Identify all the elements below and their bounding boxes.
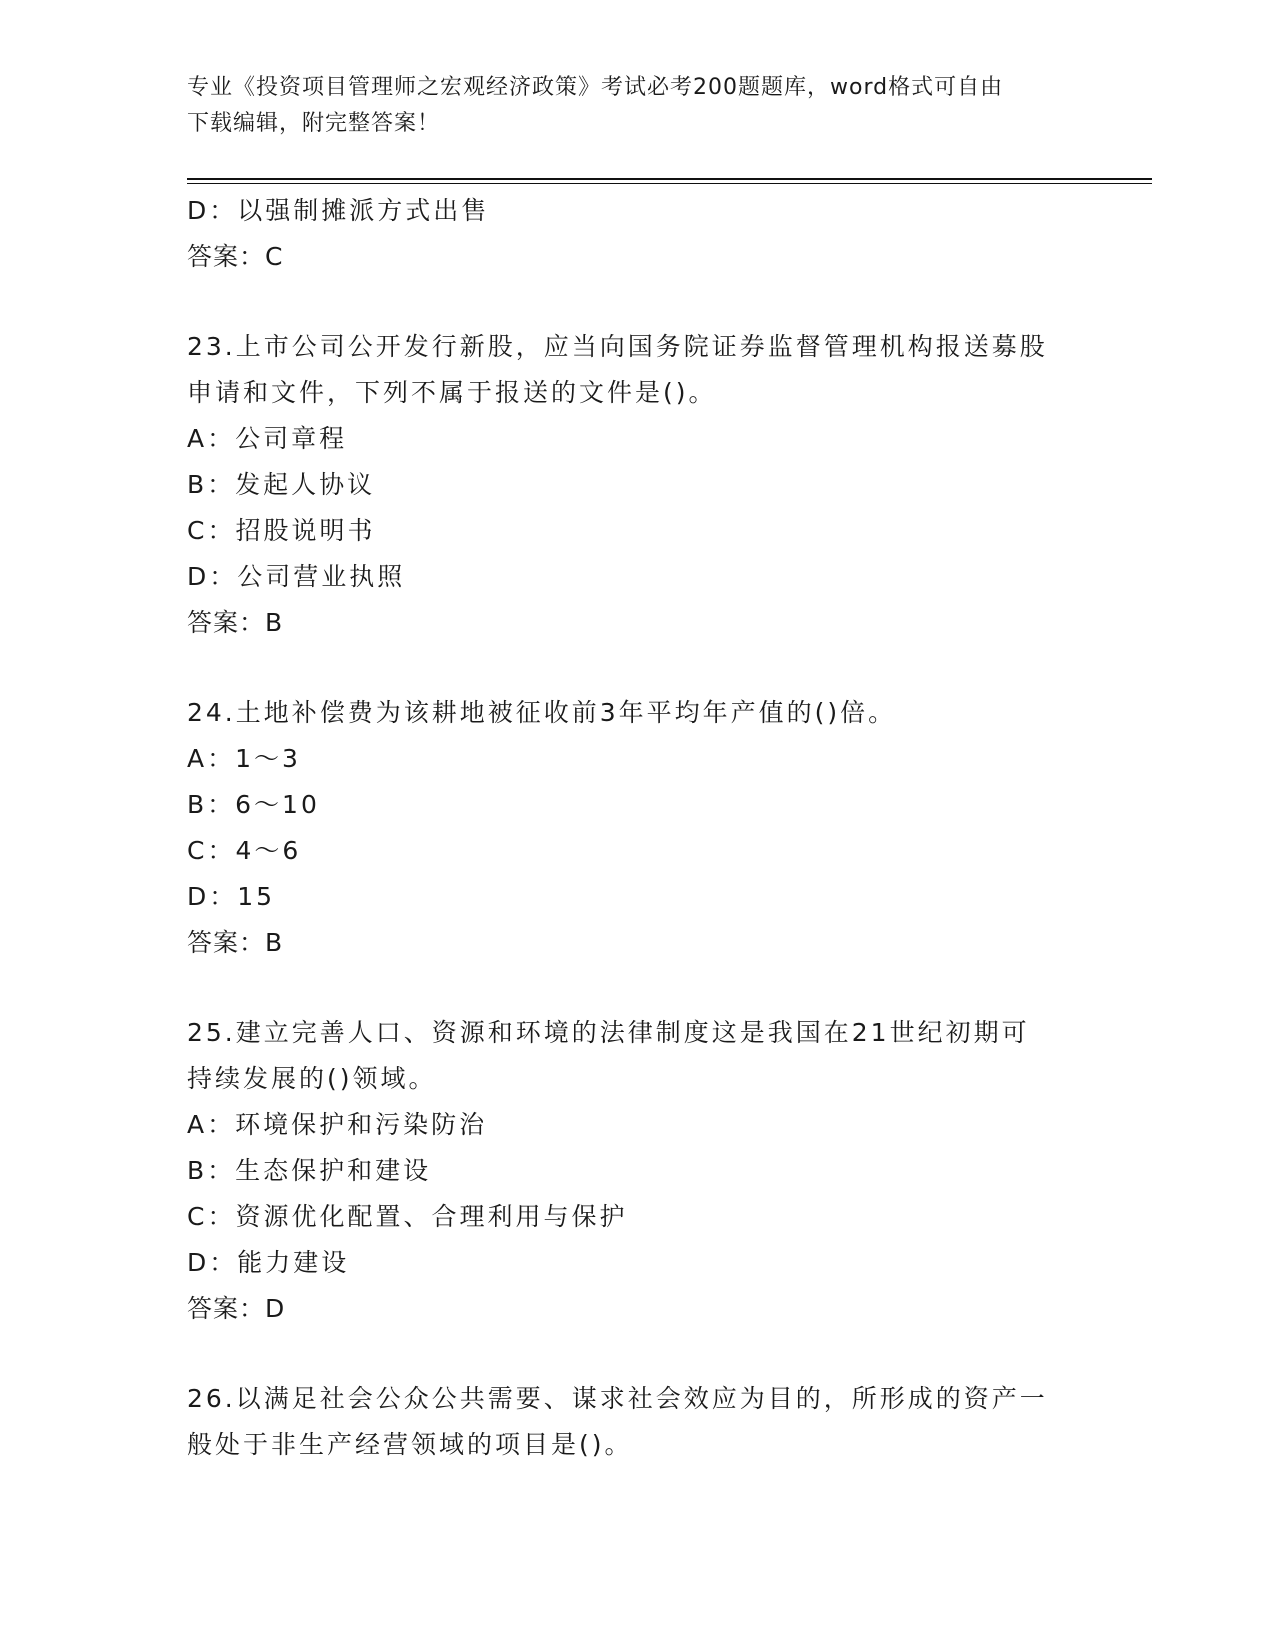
spacer	[187, 966, 1087, 1010]
question-23-option-b: B：发起人协议	[187, 470, 376, 499]
question-23-answer: 答案：B	[187, 608, 284, 637]
question-25	[187, 1010, 1087, 1332]
question-24-stem-line-1: 24.土地补偿费为该耕地被征收前3年平均年产值的()倍。	[187, 698, 897, 727]
prev-option-d: D：以强制摊派方式出售	[187, 196, 490, 225]
header-line-1: 专业《投资项目管理师之宏观经济政策》考试必考200题题库，word格式可自由	[187, 75, 1004, 100]
question-26-stem-line-2: 般处于非生产经营领域的项目是()。	[187, 1430, 633, 1459]
question-24-option-a: A：1～3	[187, 744, 301, 773]
question-25-option-b: B：生态保护和建设	[187, 1156, 432, 1185]
question-23	[187, 324, 1087, 646]
header-rule-thick	[187, 178, 1152, 180]
question-23-option-a: A：公司章程	[187, 424, 348, 453]
question-23-option-d: D：公司营业执照	[187, 562, 406, 591]
question-25-answer: 答案：D	[187, 1294, 286, 1323]
question-content	[187, 188, 1087, 1468]
question-24-option-b: B：6～10	[187, 790, 320, 819]
question-24-option-c: C：4～6	[187, 836, 302, 865]
question-24-answer: 答案：B	[187, 928, 284, 957]
question-26-stem-line-1: 26.以满足社会公众公共需要、谋求社会效应为目的，所形成的资产一	[187, 1384, 1048, 1413]
document-header	[187, 70, 1087, 142]
spacer	[187, 280, 1087, 324]
question-26	[187, 1376, 1087, 1468]
question-24-option-d: D：15	[187, 882, 276, 911]
spacer	[187, 646, 1087, 690]
prev-answer: 答案：C	[187, 242, 284, 271]
question-23-stem-line-2: 申请和文件，下列不属于报送的文件是()。	[187, 378, 717, 407]
question-25-option-d: D：能力建设	[187, 1248, 350, 1277]
question-23-stem-line-1: 23.上市公司公开发行新股，应当向国务院证券监督管理机构报送募股	[187, 332, 1048, 361]
question-25-option-a: A：环境保护和污染防治	[187, 1110, 488, 1139]
question-25-stem-line-2: 持续发展的()领域。	[187, 1064, 437, 1093]
question-23-option-c: C：招股说明书	[187, 516, 376, 545]
question-24	[187, 690, 1087, 966]
header-line-2: 下载编辑，附完整答案！	[187, 111, 441, 136]
question-25-option-c: C：资源优化配置、合理利用与保护	[187, 1202, 628, 1231]
header-rule-thin	[187, 183, 1152, 184]
question-25-stem-line-1: 25.建立完善人口、资源和环境的法律制度这是我国在21世纪初期可	[187, 1018, 1030, 1047]
spacer	[187, 1332, 1087, 1376]
